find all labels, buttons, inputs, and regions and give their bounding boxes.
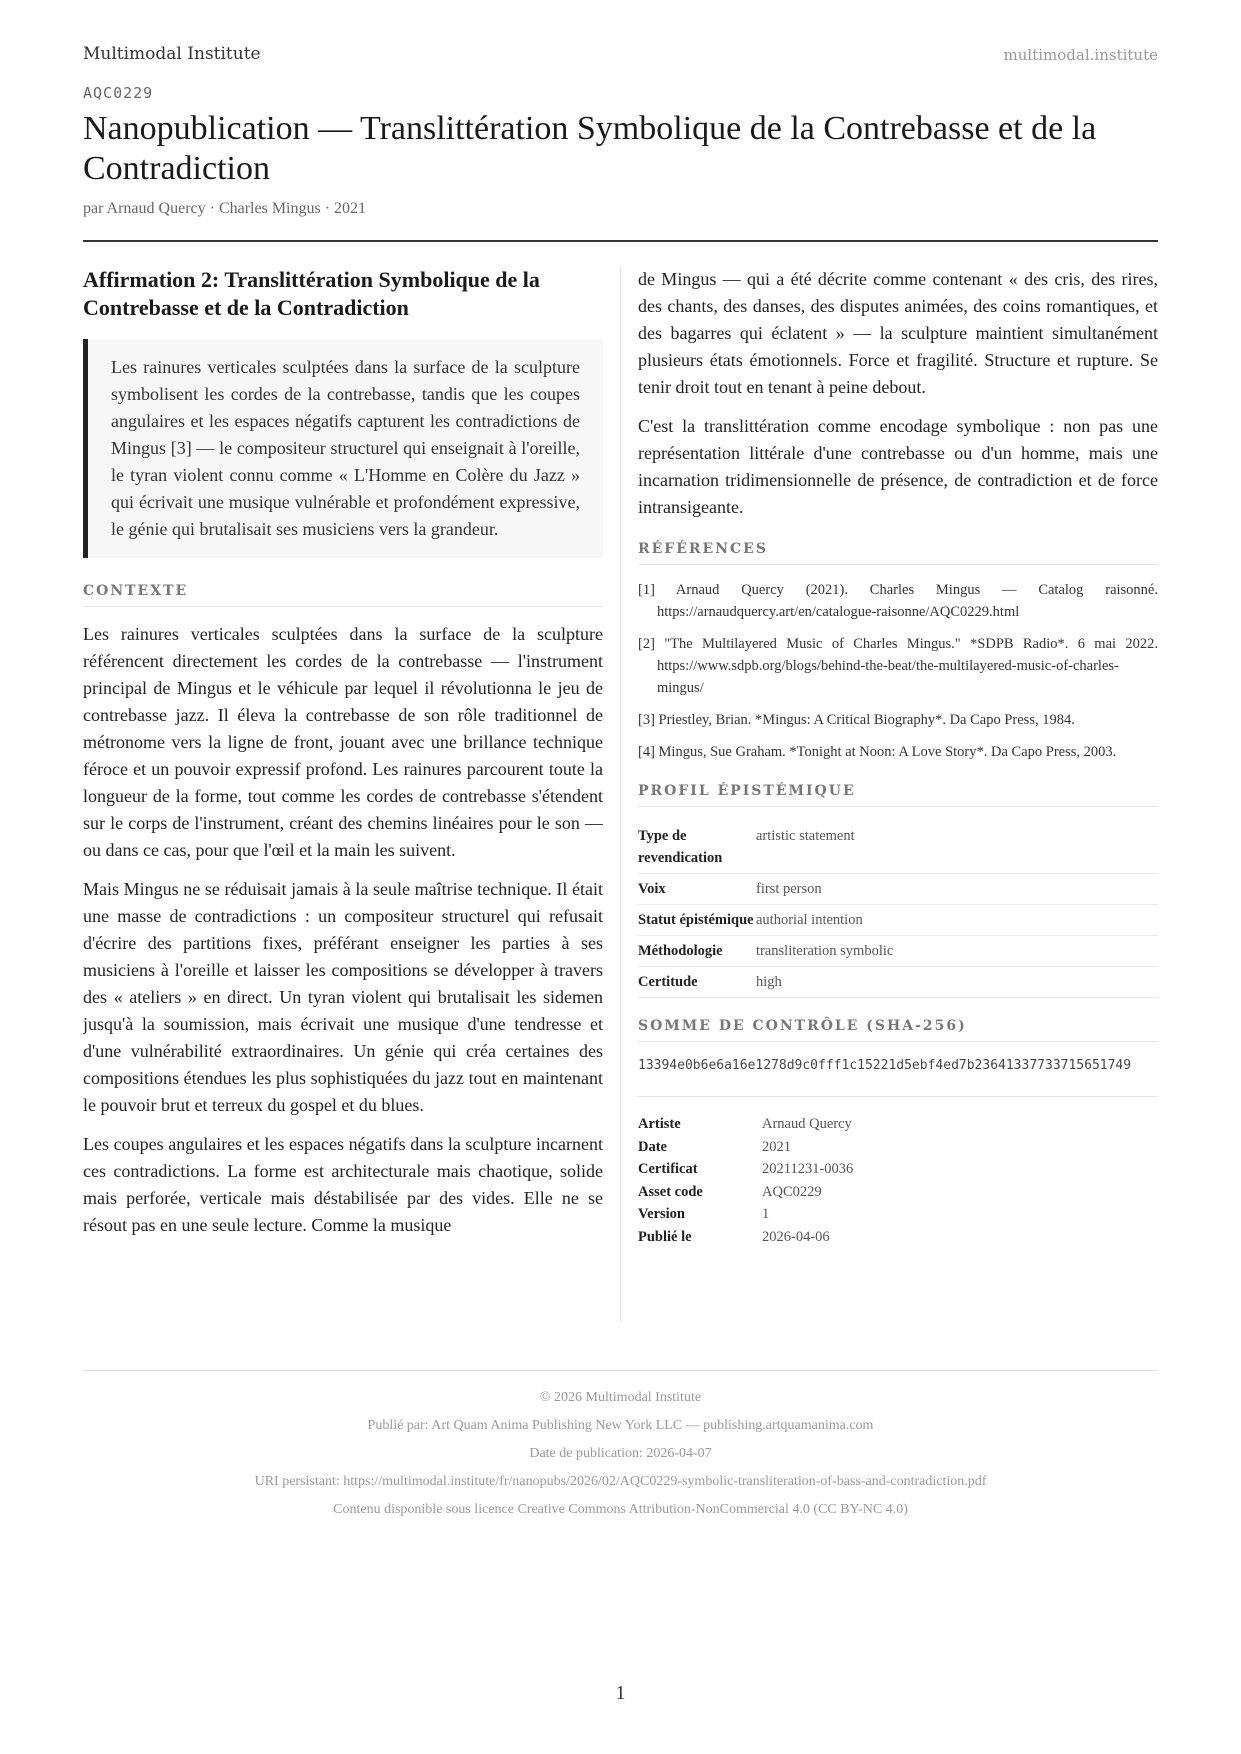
reference-item[interactable]: [1] Arnaud Quercy (2021). Charles Mingus — Catalog raisonné. https://arnaudquercy.art/en/catalogue-raisonne/AQC0229.html (638, 582, 1158, 620)
table-row (638, 1181, 853, 1204)
table-row (638, 1203, 853, 1226)
table-row (638, 1113, 853, 1136)
meta-value: 20211231-0036 (762, 1161, 854, 1177)
context-paragraph: Mais Mingus ne se réduisait jamais à la seule maîtrise technique. Il était une masse de contradictions : un compositeur structurel qui refusait d'écrire des partitions fixes, préférant enseigner les parties à ses musiciens à l'oreille et laisser les compositions se développer à travers des « ateliers » en direct. Un tyran violent qui brutalisait les sidemen jusqu'à la soumission, mais écrivait une musique d'une tendresse et d'une vulnérabilité extraordinaires. Un génie qui créa certaines des compositions étendues les plus sophistiquées du jazz tout en maintenant le pouvoir brut et terreux du gospel et du blues. (83, 879, 603, 1115)
context-paragraph: Les rainures verticales sculptées dans la surface de la sculpture référencent directement les cordes de la contrebasse — l'instrument principal de Mingus et le véhicule par lequel il révolutionna le jeu de contrebasse jazz. Il éleva la contrebasse de son rôle traditionnel de métronome vers la ligne de front, jouant avec une brillance technique féroce et un pouvoir expressif profond. Les rainures parcourent toute la longueur de la forme, tout comme les cordes de contrebasse s'étendent sur le corps de l'instrument, créant des chemins linéaires pour le son — ou dans ce cas, pour que l'œil et la main les suivent. (83, 624, 603, 860)
meta-key: Date (638, 1138, 667, 1155)
footer-divider (83, 1370, 1158, 1371)
page-title: Nanopublication — Translittération Symbolique de la Contrebasse et de la Contradiction (83, 110, 1097, 187)
table-row (638, 905, 1158, 936)
footer-uri[interactable]: URI persistant: https://multimodal.institute/fr/nanopubs/2026/02/AQC0229-symbolic-transliteration-of-bass-and-contradiction.pdf (254, 1474, 987, 1489)
page-number: 1 (615, 1682, 626, 1704)
profile-value: high (756, 967, 1158, 998)
profile-key: Type de revendication (638, 821, 756, 874)
asset-code: AQC0229 (83, 84, 154, 102)
table-row (638, 874, 1158, 905)
profile-key: Méthodologie (638, 936, 756, 967)
table-row (638, 967, 1158, 998)
meta-key: Version (638, 1206, 685, 1222)
meta-value: Arnaud Quercy (762, 1116, 852, 1132)
byline: par Arnaud Quercy · Charles Mingus · 2021 (83, 200, 367, 217)
profile-value: authorial intention (756, 905, 1158, 936)
header-divider (83, 240, 1158, 242)
profile-key: Voix (638, 874, 756, 905)
meta-value: 2021 (762, 1138, 791, 1155)
table-row (638, 821, 1158, 874)
reference-item[interactable]: [2] "The Multilayered Music of Charles Mingus." *SDPB Radio*. 6 mai 2022. https://www.sdpb.org/blogs/behind-the-beat/the-multilayered-music-of-charles-mingus/ (638, 636, 1158, 696)
table-row (638, 1158, 853, 1181)
epistemic-profile-table (638, 821, 1158, 998)
continuation-paragraph: de Mingus — qui a été décrite comme contenant « des cris, des rires, des chants, des danses, des disputes animées, des coins romantiques, et des bagarres qui éclatent » — la sculpture maintient simultanément plusieurs états émotionnels. Force et fragilité. Structure et rupture. Se tenir droit tout en tenant à peine debout. (638, 269, 1158, 397)
continuation-body (638, 266, 1158, 521)
profile-heading: PROFIL ÉPISTÉMIQUE (638, 783, 1158, 807)
meta-key: Artiste (638, 1116, 681, 1132)
checksum-heading: SOMME DE CONTRÔLE (SHA-256) (638, 1018, 1158, 1042)
meta-key: Asset code (638, 1183, 703, 1200)
claim-quote-text: Les rainures verticales sculptées dans la surface de la sculpture symbolisent les cordes de la contrebasse, tandis que les coupes angulaires et les espaces négatifs capturent les contradictions de Mingus [3] — le compositeur structurel qui enseignait à l'oreille, le tyran violent connu comme « L'Homme en Colère du Jazz » qui écrivait une musique vulnérable et profondément expressive, le génie qui brutalisait ses musiciens vers la grandeur. (111, 357, 580, 539)
checksum-value: 13394e0b6e6a16e1278d9c0fff1c15221d5ebf4ed7b23641337733715651749 (638, 1056, 1158, 1097)
institute-name: Multimodal Institute (83, 44, 261, 64)
context-heading: CONTEXTE (83, 583, 603, 607)
right-column (638, 266, 1158, 1248)
left-column (83, 266, 603, 1326)
claim-quote (83, 339, 603, 558)
meta-key: Certificat (638, 1161, 698, 1177)
footer-publisher[interactable]: Publié par: Art Quam Anima Publishing New York LLC — publishing.artquamanima.com (367, 1418, 874, 1433)
meta-value: 2026-04-06 (762, 1228, 830, 1245)
reference-item: [3] Priestley, Brian. *Mingus: A Critical Biography*. Da Capo Press, 1984. (638, 712, 1075, 728)
footer-license: Contenu disponible sous licence Creative Commons Attribution-NonCommercial 4.0 (CC BY-NC 4.0) (333, 1502, 908, 1517)
site-link[interactable]: multimodal.institute (1003, 46, 1158, 64)
footer-pubdate: Date de publication: 2026-04-07 (529, 1446, 712, 1461)
meta-key: Publié le (638, 1228, 692, 1245)
table-row (638, 1226, 853, 1249)
top-bar (83, 44, 1158, 68)
footer (83, 1384, 1158, 1524)
table-row (638, 936, 1158, 967)
meta-value: AQC0229 (762, 1183, 822, 1200)
metadata-table (638, 1113, 853, 1248)
context-body (83, 621, 603, 1239)
footer-copyright: © 2026 Multimodal Institute (539, 1390, 702, 1405)
meta-value: 1 (762, 1206, 770, 1222)
references-heading: RÉFÉRENCES (638, 541, 1158, 565)
profile-key: Statut épistémique (638, 905, 756, 936)
profile-value: artistic statement (756, 821, 1158, 874)
continuation-paragraph: C'est la translittération comme encodage symbolique : non pas une représentation littérale d'une contrebasse ou d'un homme, mais une incarnation tridimensionnelle de présence, de contradiction et de force intransigeante. (638, 416, 1158, 517)
claim-heading: Affirmation 2: Translittération Symbolique de la Contrebasse et de la Contradiction (83, 267, 540, 320)
context-paragraph: Les coupes angulaires et les espaces négatifs dans la sculpture incarnent ces contradictions. La forme est architecturale mais chaotique, solide mais perforée, verticale mais déstabilisée par des vides. Elle ne se résout pas en une seule lecture. Comme la musique (83, 1134, 603, 1235)
column-divider (620, 266, 621, 1322)
profile-key: Certitude (638, 967, 756, 998)
references-list (638, 579, 1158, 763)
profile-value: transliteration symbolic (756, 936, 1158, 967)
profile-value: first person (756, 874, 1158, 905)
reference-item: [4] Mingus, Sue Graham. *Tonight at Noon: A Love Story*. Da Capo Press, 2003. (638, 744, 1117, 760)
table-row (638, 1136, 853, 1159)
